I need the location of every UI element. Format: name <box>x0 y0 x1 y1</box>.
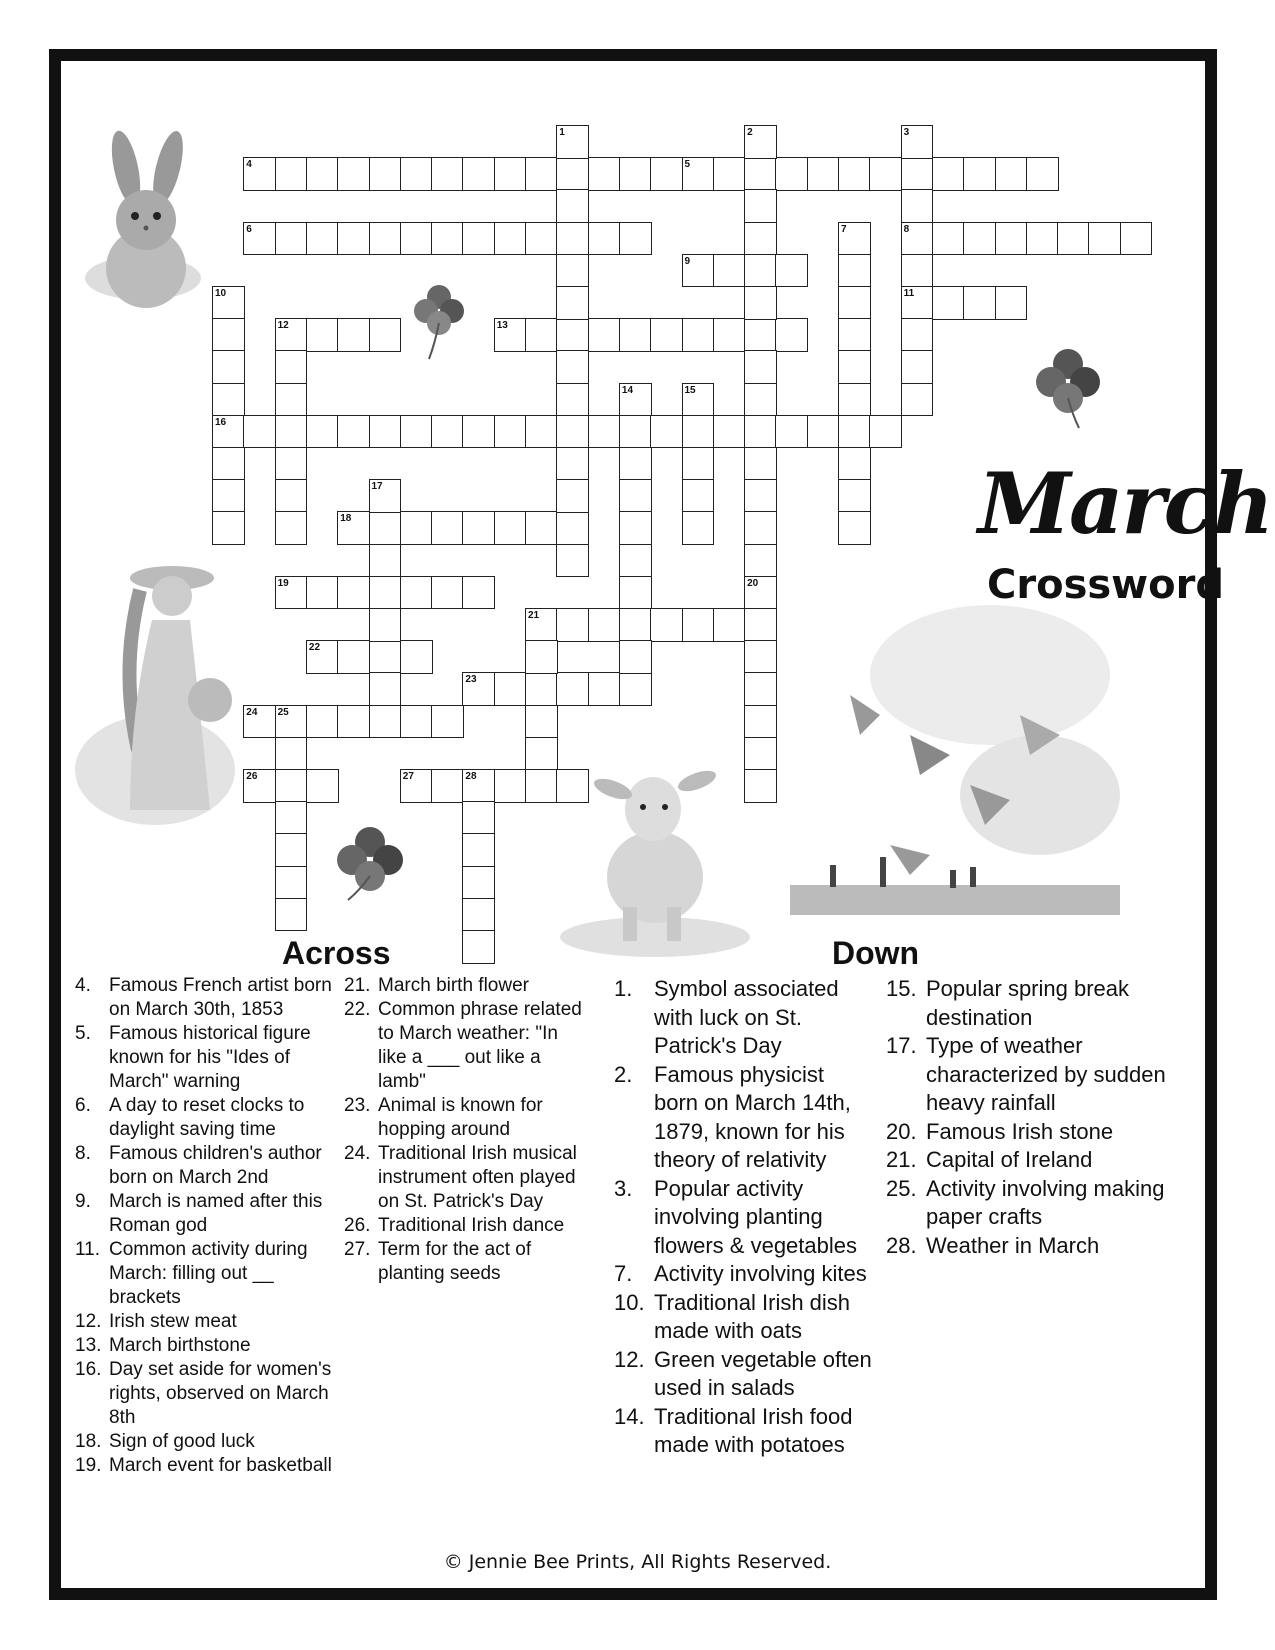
clue-number: 17 <box>371 481 383 493</box>
clue-number: 25 <box>277 706 289 718</box>
crossword-cell[interactable] <box>901 318 934 352</box>
crossword-cell[interactable] <box>995 157 1028 191</box>
clue-number: 3 <box>903 127 910 138</box>
crossword-cell[interactable] <box>494 511 527 545</box>
crossword-cell[interactable] <box>369 415 402 449</box>
clue-number: 9 <box>684 255 691 267</box>
crossword-cell[interactable] <box>400 415 433 449</box>
down-clue: 28. Weather in March <box>886 1232 1100 1258</box>
crossword-cell[interactable] <box>400 157 433 191</box>
crossword-cell[interactable] <box>431 157 464 191</box>
crossword-cell[interactable] <box>337 576 370 610</box>
crossword-cell[interactable] <box>337 318 370 352</box>
crossword-cell[interactable] <box>963 222 996 256</box>
crossword-cell[interactable] <box>901 157 934 191</box>
crossword-cell[interactable] <box>556 672 589 706</box>
crossword-cell[interactable] <box>525 640 558 674</box>
crossword-cell[interactable] <box>431 511 464 545</box>
down-clue: 15. Popular spring break destination <box>886 976 1130 1030</box>
clue-number: 2 <box>747 127 753 138</box>
crossword-cell[interactable] <box>744 157 777 191</box>
across-clue: 8. Famous children's author born on March 2nd <box>75 1143 322 1188</box>
crossword-cell[interactable] <box>337 415 370 449</box>
across-clue: 11. Common activity during March: filling out __ brackets <box>75 1239 308 1308</box>
clue-number: 1 <box>559 127 565 138</box>
crossword-cell[interactable] <box>619 415 652 449</box>
crossword-cell[interactable] <box>212 383 245 417</box>
down-clue: 1. Symbol associated with luck on St. Patrick's Day <box>614 976 839 1058</box>
crossword-cell[interactable] <box>650 608 683 642</box>
crossword-cell[interactable] <box>588 318 621 352</box>
crossword-cell[interactable] <box>462 511 495 545</box>
across-clue: 9. March is named after this Roman god <box>75 1191 323 1236</box>
crossword-cell[interactable] <box>431 769 464 803</box>
clue-number: 16 <box>215 416 227 428</box>
crossword-cell[interactable] <box>494 157 527 191</box>
crossword-cell[interactable] <box>744 479 777 513</box>
crossword-cell[interactable] <box>556 383 589 417</box>
crossword-cell[interactable] <box>462 898 495 932</box>
across-clue: 6. A day to reset clocks to daylight saving time <box>75 1095 305 1140</box>
crossword-cell[interactable] <box>744 254 777 288</box>
across-clue-list <box>344 974 589 1286</box>
down-clue: 7. Activity involving kites <box>614 1261 867 1286</box>
crossword-cell[interactable] <box>400 222 433 256</box>
crossword-cell[interactable] <box>369 222 402 256</box>
crossword-cell[interactable] <box>775 157 808 191</box>
crossword-cell[interactable] <box>775 415 808 449</box>
clue-number: 22 <box>308 642 321 654</box>
crossword-cell[interactable] <box>619 576 652 610</box>
crossword-cell[interactable] <box>306 157 339 191</box>
crossword-cell[interactable] <box>963 157 996 191</box>
crossword-cell[interactable] <box>744 383 777 417</box>
clue-number: 4 <box>246 159 252 171</box>
down-clue: 14. Traditional Irish food made with potatoes <box>614 1403 853 1457</box>
crossword-cell[interactable] <box>744 286 777 320</box>
crossword-cell[interactable] <box>807 415 840 449</box>
crossword-cell[interactable] <box>275 866 308 900</box>
crossword-cell[interactable] <box>462 157 495 191</box>
across-clue: 5. Famous historical figure known for his "Ides of March" warning <box>75 1023 311 1092</box>
clue-number: 5 <box>684 159 691 171</box>
page-subtitle: Crossword <box>987 562 1224 608</box>
across-clue: 27. Term for the act of planting seeds <box>344 1239 532 1284</box>
clue-number: 27 <box>402 771 414 782</box>
crossword-cell[interactable] <box>494 672 527 706</box>
crossword-cell[interactable] <box>337 222 370 256</box>
crossword-cell[interactable] <box>431 576 464 610</box>
crossword-cell[interactable] <box>744 672 777 706</box>
across-clue: 18. Sign of good luck <box>75 1431 255 1452</box>
crossword-cell[interactable] <box>775 318 808 352</box>
across-clue: 12. Irish stew meat <box>75 1311 237 1332</box>
crossword-cell[interactable] <box>275 737 308 771</box>
crossword-cell[interactable] <box>838 383 871 417</box>
crossword-cell[interactable] <box>275 479 308 513</box>
crossword-cell[interactable] <box>682 318 715 352</box>
crossword-cell[interactable] <box>932 286 965 320</box>
crossword-cell[interactable] <box>525 415 558 449</box>
crossword-cell[interactable] <box>400 705 433 739</box>
crossword-cell[interactable] <box>1057 222 1090 256</box>
down-clue: 3. Popular activity involving planting flowers & vegetables <box>614 1175 857 1258</box>
crossword-cell[interactable] <box>369 318 402 352</box>
crossword-cell[interactable] <box>619 479 652 513</box>
crossword-cell[interactable] <box>525 769 558 803</box>
crossword-cell[interactable] <box>744 608 777 642</box>
crossword-cell[interactable] <box>713 318 746 352</box>
clue-number: 10 <box>215 288 227 299</box>
crossword-cell[interactable] <box>619 544 652 578</box>
crossword-cell[interactable] <box>400 576 433 610</box>
crossword-cell[interactable] <box>556 254 589 288</box>
across-clue: 19. March event for basketball <box>75 1455 332 1476</box>
crossword-cell[interactable] <box>619 640 652 674</box>
crossword-cell[interactable] <box>212 350 245 384</box>
crossword-cell[interactable] <box>525 222 558 256</box>
crossword-cell[interactable] <box>588 672 621 706</box>
crossword-cell[interactable] <box>369 640 402 674</box>
crossword-cell[interactable] <box>682 415 715 449</box>
clue-number: 20 <box>747 577 759 589</box>
crossword-cell[interactable] <box>744 189 777 223</box>
crossword-cell[interactable] <box>525 511 558 545</box>
clue-number: 7 <box>841 223 847 235</box>
crossword-cell[interactable] <box>275 511 308 545</box>
clue-number: 8 <box>903 223 910 235</box>
crossword-cell[interactable] <box>619 222 652 256</box>
crossword-cell[interactable] <box>369 511 402 545</box>
crossword-cell[interactable] <box>337 705 370 739</box>
crossword-cell[interactable] <box>682 479 715 513</box>
crossword-cell[interactable] <box>212 479 245 513</box>
crossword-cell[interactable] <box>556 415 589 449</box>
crossword-cell[interactable] <box>963 286 996 320</box>
crossword-cell[interactable] <box>212 447 245 481</box>
crossword-cell[interactable] <box>744 350 777 384</box>
crossword-cell[interactable] <box>369 157 402 191</box>
crossword-cell[interactable] <box>431 415 464 449</box>
crossword-cell[interactable] <box>556 222 589 256</box>
down-heading: Down <box>832 935 920 971</box>
crossword-cell[interactable] <box>901 189 934 223</box>
clue-number: 28 <box>465 771 477 782</box>
down-clue: 21. Capital of Ireland <box>886 1147 1093 1172</box>
crossword-cell[interactable] <box>744 447 777 481</box>
crossword-cell[interactable] <box>838 157 871 191</box>
crossword-cell[interactable] <box>556 350 589 384</box>
crossword-cell[interactable] <box>525 737 558 771</box>
across-clue: 24. Traditional Irish musical instrument often played on St. Patrick's Day <box>344 1143 577 1212</box>
crossword-cell[interactable] <box>525 672 558 706</box>
crossword-cell[interactable] <box>462 801 495 835</box>
crossword-cell[interactable] <box>744 769 777 803</box>
crossword-cell[interactable] <box>275 769 308 803</box>
crossword-cell[interactable] <box>1026 222 1059 256</box>
crossword-cell[interactable] <box>556 157 589 191</box>
crossword-cell[interactable] <box>838 350 871 384</box>
crossword-cell[interactable] <box>901 383 934 417</box>
clue-number: 6 <box>246 223 252 235</box>
crossword-cell[interactable] <box>619 157 652 191</box>
crossword-cell[interactable] <box>650 415 683 449</box>
down-clue-list <box>886 975 1166 1260</box>
crossword-cell[interactable] <box>1088 222 1121 256</box>
crossword-cell[interactable] <box>744 640 777 674</box>
clue-number: 11 <box>903 288 915 299</box>
crossword-cell[interactable] <box>212 511 245 545</box>
crossword-cell[interactable] <box>619 672 652 706</box>
crossword-cell[interactable] <box>462 415 495 449</box>
clue-number: 13 <box>496 320 508 332</box>
crossword-cell[interactable] <box>869 415 902 449</box>
down-clue: 12. Green vegetable often used in salads <box>614 1346 872 1400</box>
across-clue: 23. Animal is known for hopping around <box>344 1095 543 1140</box>
clue-number: 19 <box>277 577 289 589</box>
crossword-cell[interactable] <box>995 286 1028 320</box>
crossword-cell[interactable] <box>462 222 495 256</box>
crossword-cell[interactable] <box>1120 222 1153 256</box>
clue-number: 21 <box>528 610 540 621</box>
crossword-cell[interactable] <box>838 511 871 545</box>
clue-number: 15 <box>684 384 696 396</box>
crossword-cell[interactable] <box>838 479 871 513</box>
crossword-cell[interactable] <box>744 705 777 739</box>
crossword-cell[interactable] <box>682 608 715 642</box>
crossword-cell[interactable] <box>275 157 308 191</box>
across-clue: 21. March birth flower <box>344 975 529 996</box>
crossword-cell[interactable] <box>556 189 589 223</box>
crossword-cell[interactable] <box>275 350 308 384</box>
crossword-cell[interactable] <box>995 222 1028 256</box>
crossword-cell[interactable] <box>838 254 871 288</box>
crossword-cell[interactable] <box>243 415 276 449</box>
crossword-cell[interactable] <box>556 447 589 481</box>
crossword-cell[interactable] <box>400 640 433 674</box>
crossword-cell[interactable] <box>431 705 464 739</box>
crossword-cell[interactable] <box>869 157 902 191</box>
down-clue: 20. Famous Irish stone <box>886 1118 1114 1144</box>
crossword-cell[interactable] <box>275 222 308 256</box>
crossword-cell[interactable] <box>713 254 746 288</box>
clue-number: 26 <box>246 771 258 782</box>
crossword-cell[interactable] <box>775 254 808 288</box>
crossword-cell[interactable] <box>556 318 589 352</box>
crossword-cell[interactable] <box>901 350 934 384</box>
crossword-cell[interactable] <box>838 447 871 481</box>
copyright-footer: © Jennie Bee Prints, All Rights Reserved. <box>443 1551 832 1573</box>
crossword-cell[interactable] <box>744 318 777 352</box>
crossword-cell[interactable] <box>901 254 934 288</box>
down-clue: 10. Traditional Irish dish made with oats <box>614 1289 851 1343</box>
crossword-cell[interactable] <box>932 222 965 256</box>
crossword-cell[interactable] <box>369 705 402 739</box>
crossword-cell[interactable] <box>275 447 308 481</box>
crossword-cell[interactable] <box>337 157 370 191</box>
crossword-cell[interactable] <box>306 705 339 739</box>
crossword-cell[interactable] <box>275 415 308 449</box>
crossword-cell[interactable] <box>807 157 840 191</box>
crossword-cell[interactable] <box>369 576 402 610</box>
crossword-cell[interactable] <box>494 415 527 449</box>
down-clue-list <box>614 975 872 1460</box>
across-clue: 13. March birthstone <box>75 1335 251 1356</box>
clue-number: 14 <box>621 384 634 396</box>
crossword-cell[interactable] <box>588 157 621 191</box>
crossword-cell[interactable] <box>682 447 715 481</box>
crossword-cell[interactable] <box>650 157 683 191</box>
crossword-cell[interactable] <box>650 318 683 352</box>
down-clue: 17. Type of weather characterized by sudden heavy rainfall <box>886 1033 1166 1115</box>
crossword-cell[interactable] <box>932 157 965 191</box>
crossword-cell[interactable] <box>494 222 527 256</box>
crossword-cell[interactable] <box>556 286 589 320</box>
crossword-cell[interactable] <box>838 286 871 320</box>
crossword-cell[interactable] <box>306 222 339 256</box>
crossword-cell[interactable] <box>525 318 558 352</box>
crossword-cell[interactable] <box>275 898 308 932</box>
crossword-cell[interactable] <box>462 930 495 964</box>
crossword-cell[interactable] <box>838 415 871 449</box>
across-clue-list <box>75 974 347 1478</box>
crossword-cell[interactable] <box>494 769 527 803</box>
crossword-cell[interactable] <box>744 511 777 545</box>
crossword-cell[interactable] <box>556 479 589 513</box>
crossword-cell[interactable] <box>337 640 370 674</box>
crossword-cell[interactable] <box>556 769 589 803</box>
crossword-cell[interactable] <box>744 737 777 771</box>
crossword-cell[interactable] <box>619 511 652 545</box>
crossword-cell[interactable] <box>525 705 558 739</box>
across-clue: 16. Day set aside for women's rights, observed on March 8th <box>75 1359 332 1428</box>
crossword-cell[interactable] <box>275 833 308 867</box>
crossword-cell[interactable] <box>306 415 339 449</box>
crossword-cell[interactable] <box>619 447 652 481</box>
crossword-cell[interactable] <box>838 318 871 352</box>
crossword-cell[interactable] <box>306 318 339 352</box>
crossword-cell[interactable] <box>619 608 652 642</box>
crossword-cell[interactable] <box>1026 157 1059 191</box>
down-clue: 2. Famous physicist born on March 14th, 1879, known for his theory of relativity <box>614 1061 851 1172</box>
crossword-cell[interactable] <box>744 415 777 449</box>
across-heading: Across <box>282 935 391 971</box>
across-clue: 22. Common phrase related to March weather: "In like a ___ out like a lamb" <box>344 999 582 1092</box>
crossword-cell[interactable] <box>431 222 464 256</box>
clue-number: 18 <box>340 513 352 525</box>
clue-number: 23 <box>465 674 477 686</box>
across-clue: 26. Traditional Irish dance <box>344 1215 565 1236</box>
crossword-cell[interactable] <box>212 318 245 352</box>
crossword-cell[interactable] <box>588 222 621 256</box>
page-title: March <box>978 454 1272 553</box>
down-clue: 25. Activity involving making paper crafts <box>886 1175 1165 1229</box>
crossword-cell[interactable] <box>525 157 558 191</box>
crossword-cell[interactable] <box>713 415 746 449</box>
crossword-cell[interactable] <box>369 672 402 706</box>
crossword-cell[interactable] <box>713 157 746 191</box>
crossword-cell[interactable] <box>369 608 402 642</box>
crossword-cell[interactable] <box>306 576 339 610</box>
crossword-cell[interactable] <box>588 608 621 642</box>
crossword-cell[interactable] <box>462 833 495 867</box>
crossword-cell[interactable] <box>275 801 308 835</box>
crossword-cell[interactable] <box>556 608 589 642</box>
crossword-cell[interactable] <box>682 511 715 545</box>
crossword-cell[interactable] <box>462 576 495 610</box>
across-clue: 4. Famous French artist born on March 30th, 1853 <box>75 975 332 1020</box>
clue-number: 24 <box>246 706 258 718</box>
crossword-cell[interactable] <box>619 318 652 352</box>
crossword-cell[interactable] <box>588 415 621 449</box>
crossword-cell[interactable] <box>713 608 746 642</box>
crossword-cell[interactable] <box>369 544 402 578</box>
crossword-cell[interactable] <box>462 866 495 900</box>
crossword-cell[interactable] <box>556 511 589 545</box>
clue-number: 12 <box>277 320 289 332</box>
crossword-cell[interactable] <box>556 544 589 578</box>
crossword-cell[interactable] <box>400 511 433 545</box>
crossword-cell[interactable] <box>306 769 339 803</box>
crossword-cell[interactable] <box>744 222 777 256</box>
crossword-cell[interactable] <box>275 383 308 417</box>
crossword-cell[interactable] <box>744 544 777 578</box>
